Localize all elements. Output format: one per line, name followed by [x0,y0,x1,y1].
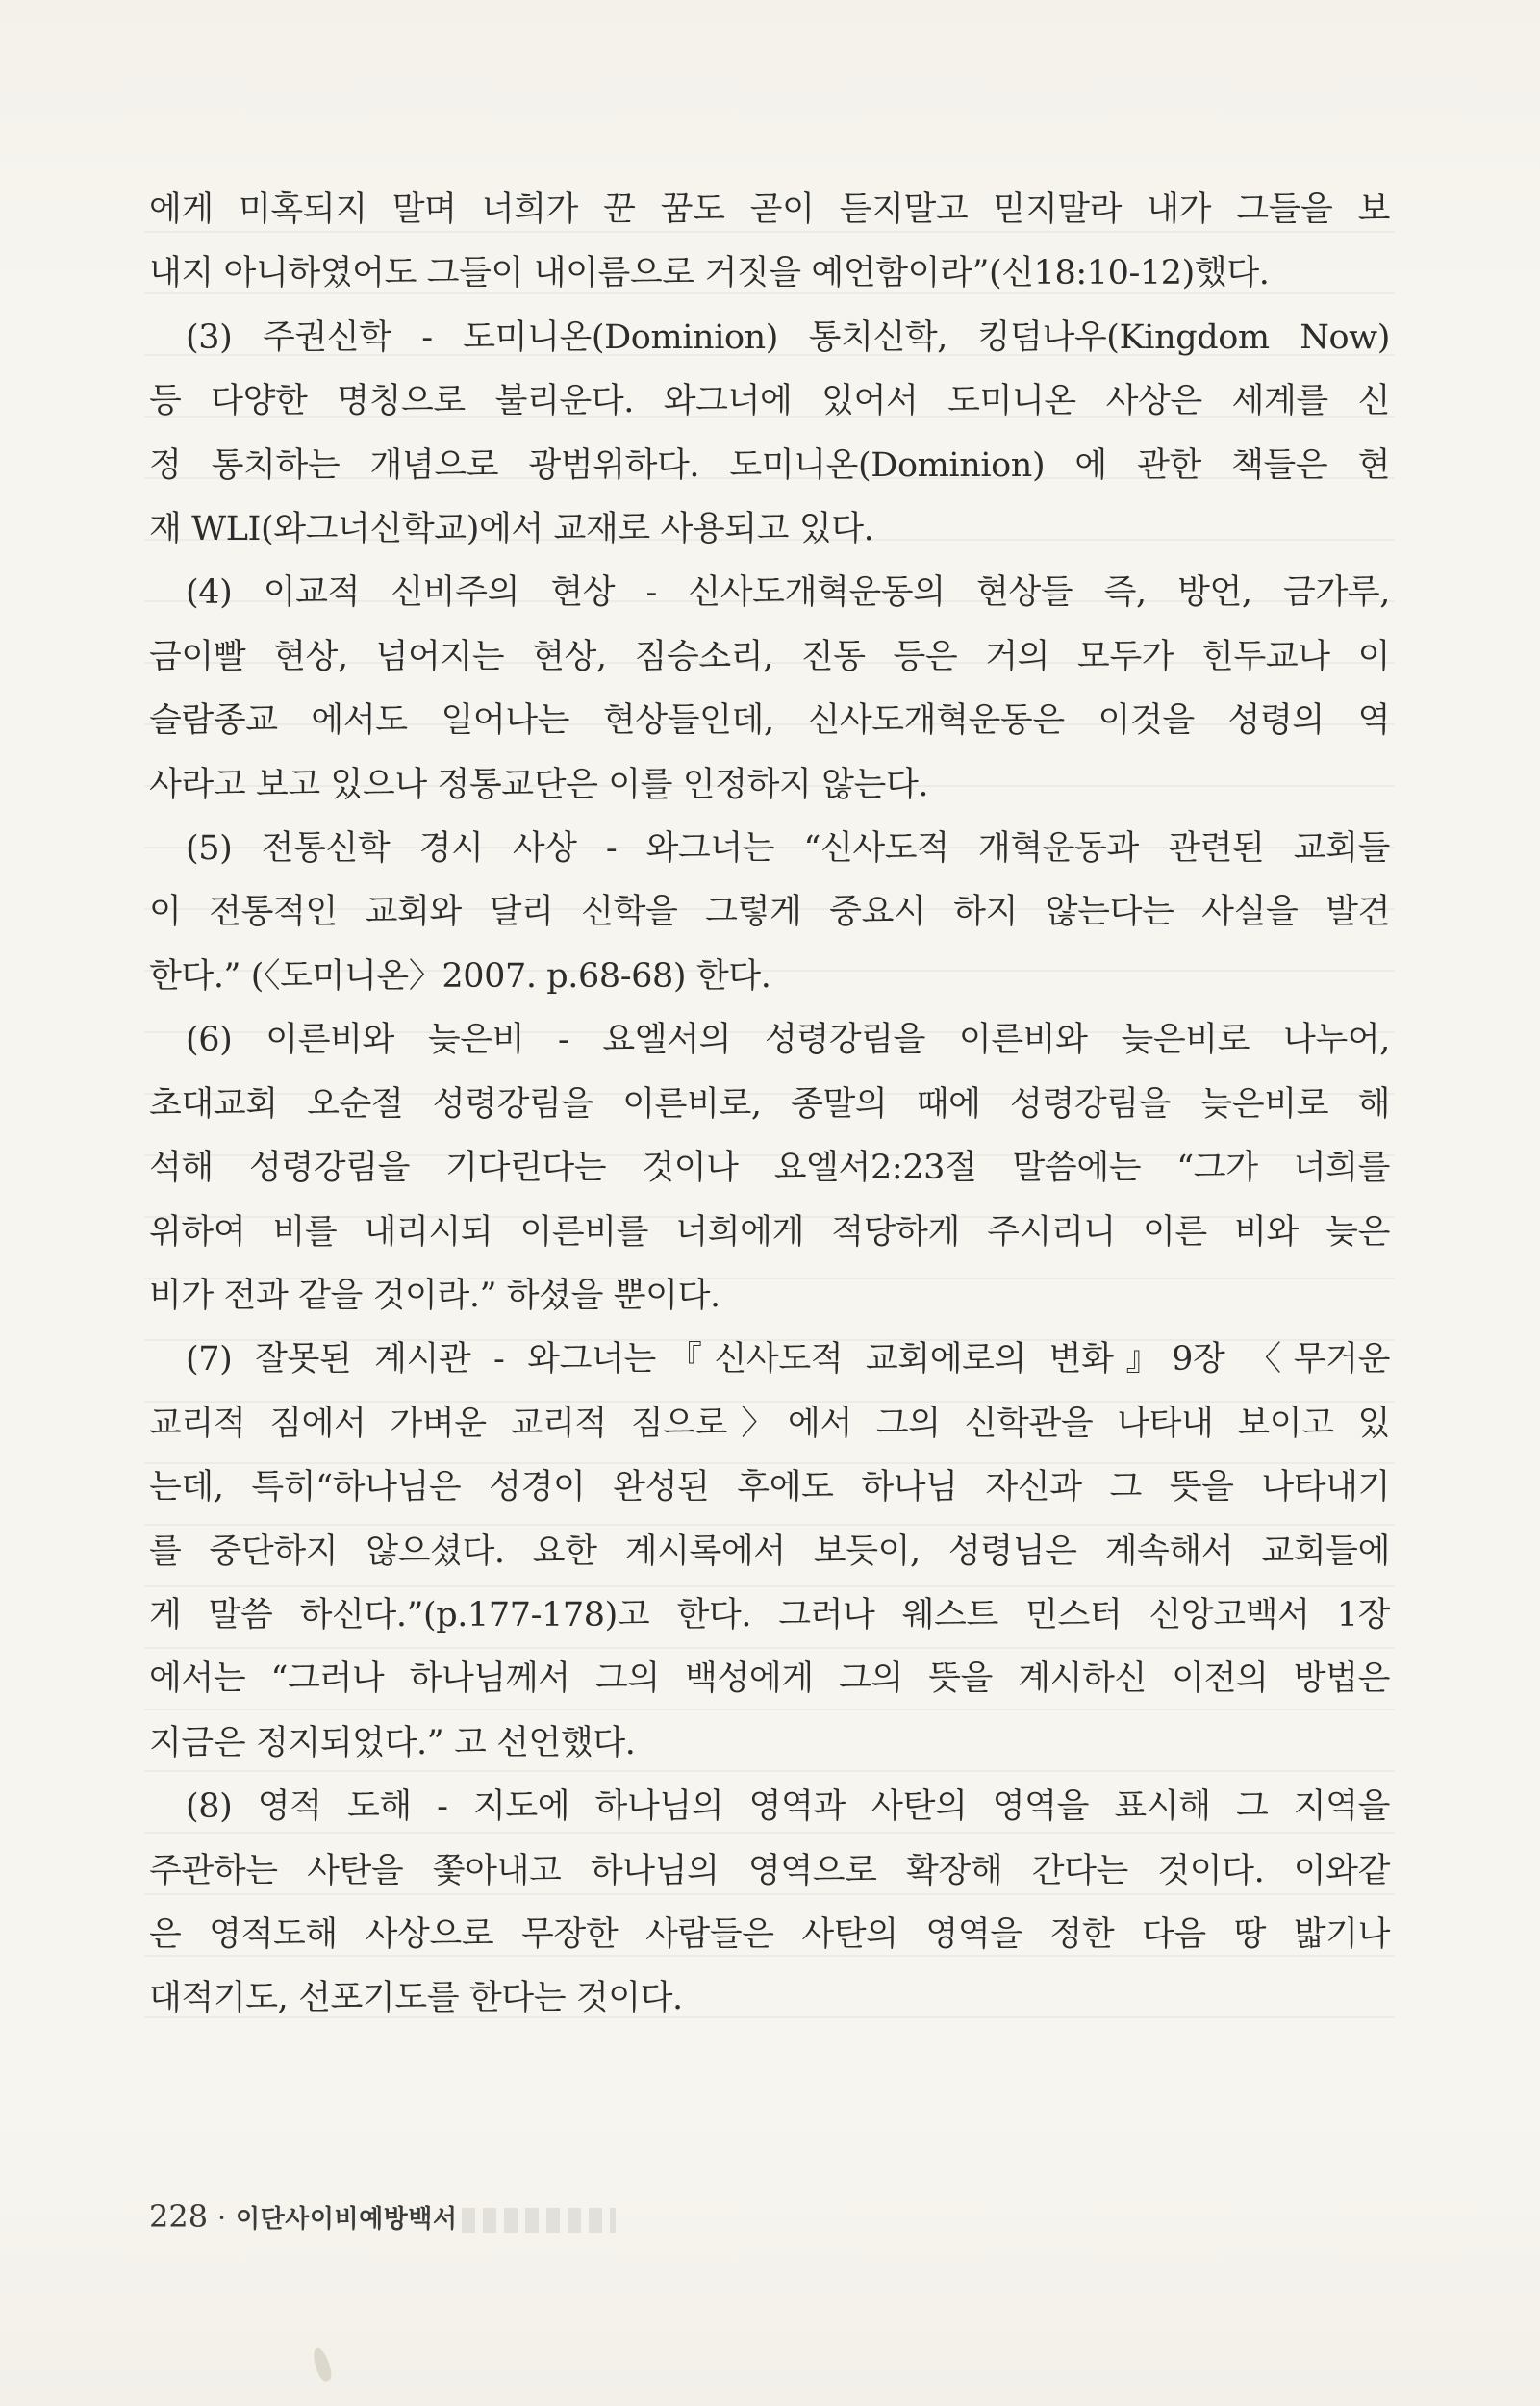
footer-separator: · [217,2202,226,2234]
text-line: 등 다양한 명칭으로 불리운다. 와그너에 있어서 도미니온 사상은 세계를 신 [149,382,1390,421]
show-through-footer [462,2208,616,2233]
text-line: 게 말씀 하신다.”(p.177-178)고 한다. 그러나 웨스트 민스터 신앙고백서 1장 [149,1595,1390,1634]
paragraph-3-heading-line: (3) 주권신학 - 도미니온(Dominion) 통치신학, 킹덤나우(Kingdom Now) [186,317,1390,357]
paragraph-7-heading-line: (7) 잘못된 계시관 - 와그너는『신사도적 교회에로의 변화』9장 〈무거운 [186,1340,1390,1380]
text-line: 주관하는 사탄을 쫓아내고 하나님의 영역으로 확장해 간다는 것이다. 이와같 [149,1851,1390,1890]
paragraph-4-heading-line: (4) 이교적 신비주의 현상 - 신사도개혁운동의 현상들 즉, 방언, 금가루, [186,573,1390,613]
text-line: 는데, 특히“하나님은 성경이 완성된 후에도 하나님 자신과 그 뜻을 나타내기 [149,1468,1390,1507]
text-line: 이 전통적인 교회와 달리 신학을 그렇게 중요시 하지 않는다는 사실을 발견 [149,893,1390,932]
body-text [149,178,1390,2031]
text-line: 한다.” (〈도미니온〉2007. p.68-68) 한다. [149,956,771,996]
paragraph-5-heading-line: (5) 전통신학 경시 사상 - 와그너는 “신사도적 개혁운동과 관련된 교회들 [186,829,1390,869]
page-footer [149,2198,458,2235]
text-line: 에게 미혹되지 말며 너희가 꾼 꿈도 곧이 듣지말고 믿지말라 내가 그들을 보 [149,190,1390,229]
book-title: 이단사이비예방백서 [235,2205,458,2234]
text-line: 비가 전과 같을 것이라.” 하셨을 뿐이다. [149,1276,720,1315]
text-line: 사라고 보고 있으나 정통교단은 이를 인정하지 않는다. [149,765,929,804]
text-line: 재 WLI(와그너신학교)에서 교재로 사용되고 있다. [149,510,874,549]
text-line: 교리적 짐에서 가벼운 교리적 짐으로〉에서 그의 신학관을 나타내 보이고 있 [149,1404,1390,1443]
text-line: 석해 성령강림을 기다린다는 것이나 요엘서2:23절 말씀에는 “그가 너희를 [149,1149,1390,1188]
paragraph-8-heading-line: (8) 영적 도해 - 지도에 하나님의 영역과 사탄의 영역을 표시해 그 지역을 [186,1787,1390,1827]
text-line: 금이빨 현상, 넘어지는 현상, 짐승소리, 진동 등은 거의 모두가 힌두교나 이 [149,637,1390,676]
text-line: 지금은 정지되었다.” 고 선언했다. [149,1723,636,1762]
paragraph-6-heading-line: (6) 이른비와 늦은비 - 요엘서의 성령강림을 이른비와 늦은비로 나누어, [186,1021,1390,1060]
text-line: 초대교회 오순절 성령강림을 이른비로, 종말의 때에 성령강림을 늦은비로 해 [149,1084,1390,1124]
page-number: 228 [149,2198,209,2235]
text-line: 슬람종교 에서도 일어나는 현상들인데, 신사도개혁운동은 이것을 성령의 역 [149,701,1390,741]
text-line: 를 중단하지 않으셨다. 요한 계시록에서 보듯이, 성령님은 계속해서 교회들에 [149,1532,1390,1571]
text-line: 정 통치하는 개념으로 광범위하다. 도미니온(Dominion) 에 관한 책들은 현 [149,445,1390,485]
text-line: 대적기도, 선포기도를 한다는 것이다. [149,1979,683,2018]
text-line: 위하여 비를 내리시되 이른비를 너희에게 적당하게 주시리니 이른 비와 늦은 [149,1212,1390,1252]
text-line: 은 영적도해 사상으로 무장한 사람들은 사탄의 영역을 정한 다음 땅 밟기나 [149,1914,1390,1954]
paper-smudge [311,2346,334,2384]
text-line: 내지 아니하였어도 그들이 내이름으로 거짓을 예언함이라”(신18:10-12)했다. [149,254,1270,293]
text-line: 에서는 “그러나 하나님께서 그의 백성에게 그의 뜻을 계시하신 이전의 방법은 [149,1659,1390,1699]
